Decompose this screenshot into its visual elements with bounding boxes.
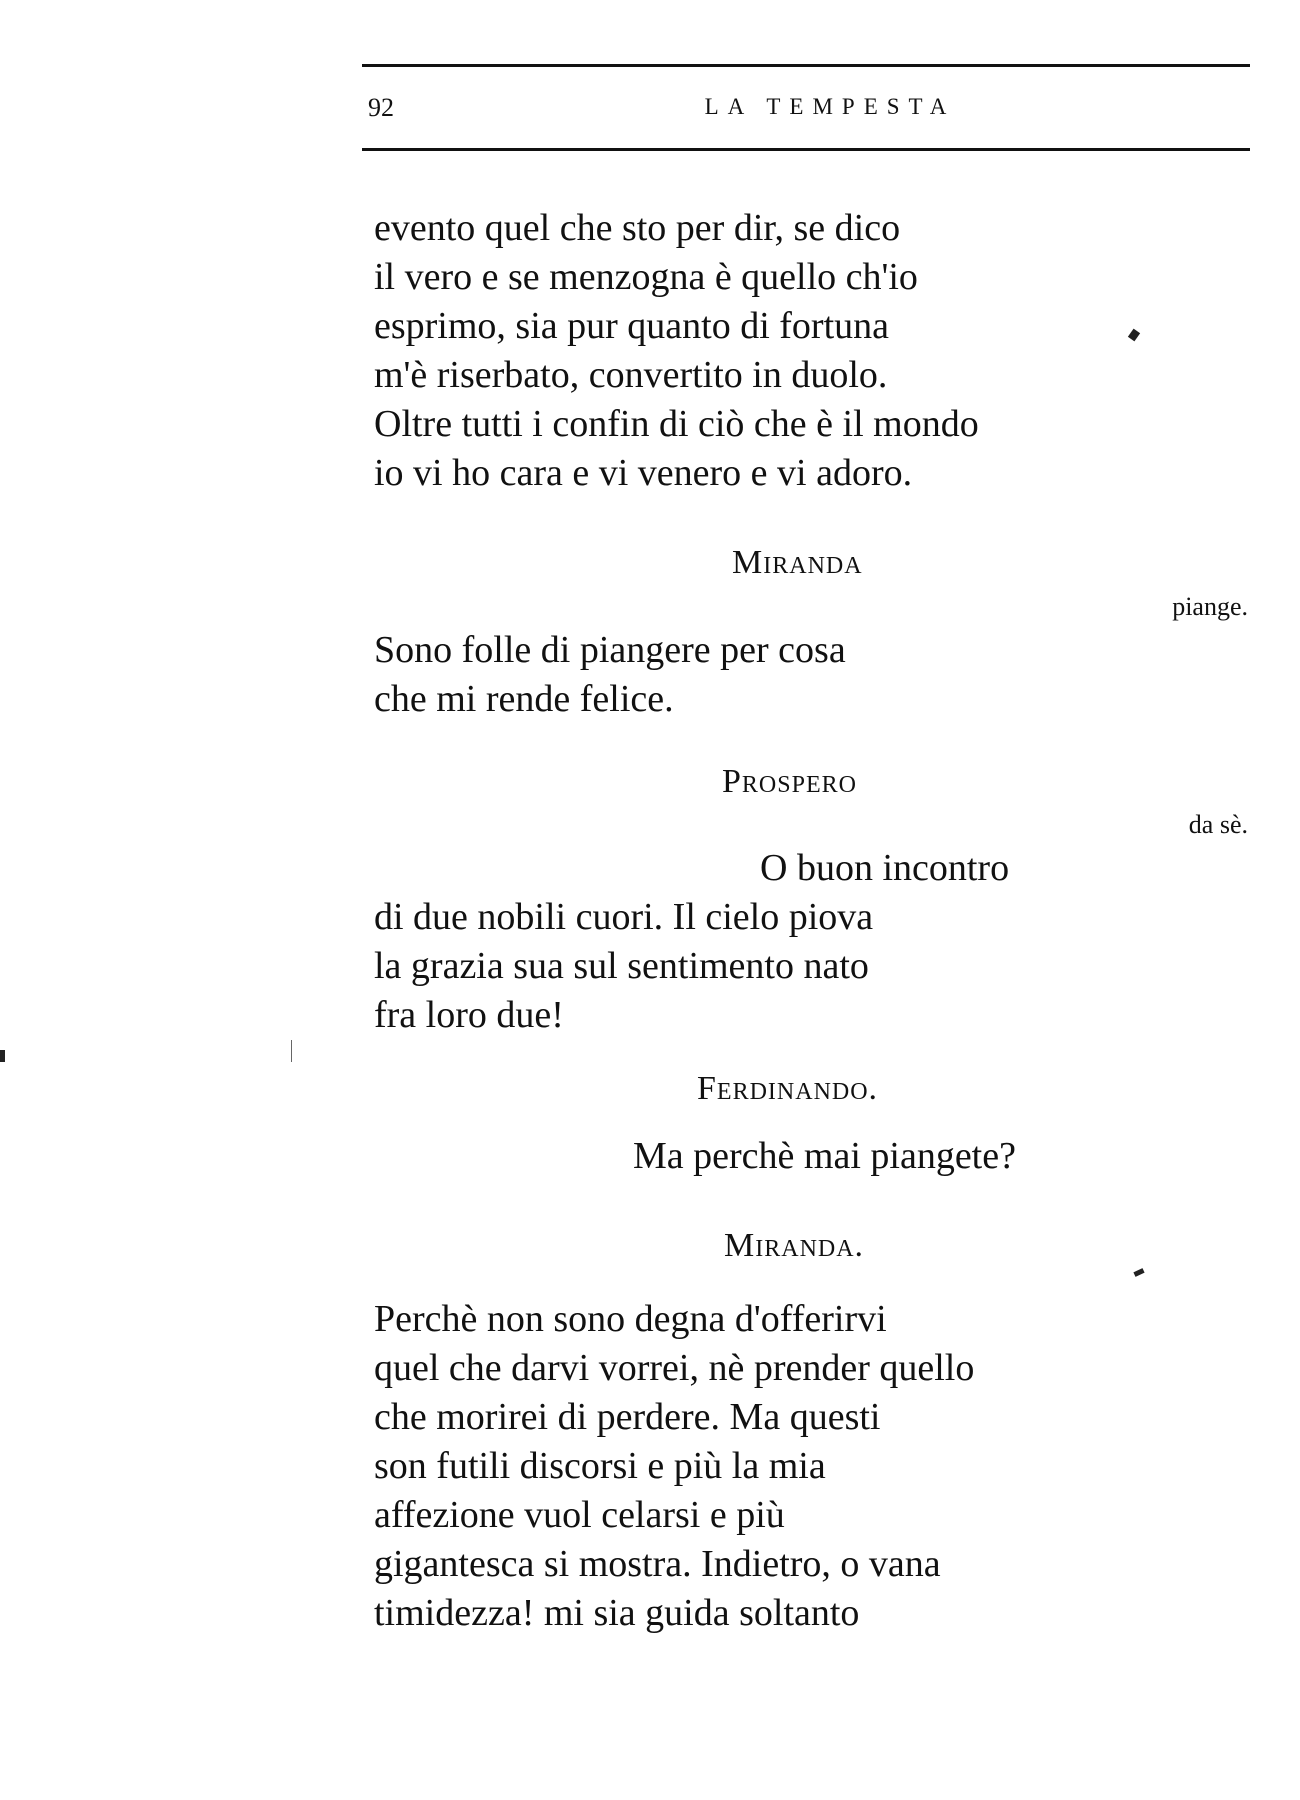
verse-line: Ma perchè mai piangete? xyxy=(633,1135,1016,1177)
stage-direction: piange. xyxy=(1172,592,1248,621)
speaker-name: Miranda xyxy=(732,544,863,581)
verse-line: io vi ho cara e vi venero e vi adoro. xyxy=(374,452,913,494)
verse-line: affezione vuol celarsi e più xyxy=(374,1494,785,1536)
ink-speck xyxy=(1133,1268,1144,1277)
verse-line: evento quel che sto per dir, se dico xyxy=(374,207,901,249)
stage-direction: da sè. xyxy=(1188,810,1248,839)
ink-speck xyxy=(0,1050,5,1062)
verse-line: che mi rende felice. xyxy=(374,678,674,720)
running-title: LA TEMPESTA xyxy=(704,94,956,119)
verse-line: son futili discorsi e più la mia xyxy=(374,1445,826,1487)
ink-speck xyxy=(1128,329,1140,342)
verse-line: fra loro due! xyxy=(374,994,564,1036)
verse-line: di due nobili cuori. Il cielo piova xyxy=(374,896,874,938)
verse-line: m'è riserbato, convertito in duolo. xyxy=(374,354,888,396)
verse-line: Oltre tutti i confin di ciò che è il mondo xyxy=(374,403,979,445)
verse-line: timidezza! mi sia guida soltanto xyxy=(374,1592,860,1634)
verse-line: Sono folle di piangere per cosa xyxy=(374,629,846,671)
verse-line: quel che darvi vorrei, nè prender quello xyxy=(374,1347,975,1389)
speaker-name: Miranda. xyxy=(724,1227,865,1264)
header-top-rule xyxy=(362,64,1250,67)
verse-line: gigantesca si mostra. Indietro, o vana xyxy=(374,1543,941,1585)
verse-line: che morirei di perdere. Ma questi xyxy=(374,1396,881,1438)
verse-line: la grazia sua sul sentimento nato xyxy=(374,945,869,987)
verse-line: il vero e se menzogna è quello ch'io xyxy=(374,256,918,298)
page-number: 92 xyxy=(368,93,394,122)
header-bottom-rule xyxy=(362,148,1250,151)
speaker-name: Ferdinando. xyxy=(697,1070,879,1107)
speaker-name: Prospero xyxy=(722,763,857,800)
verse-line: esprimo, sia pur quanto di fortuna xyxy=(374,305,890,347)
verse-line: Perchè non sono degna d'offerirvi xyxy=(374,1298,887,1340)
verse-line: O buon incontro xyxy=(760,847,1010,889)
ink-speck xyxy=(291,1040,292,1062)
